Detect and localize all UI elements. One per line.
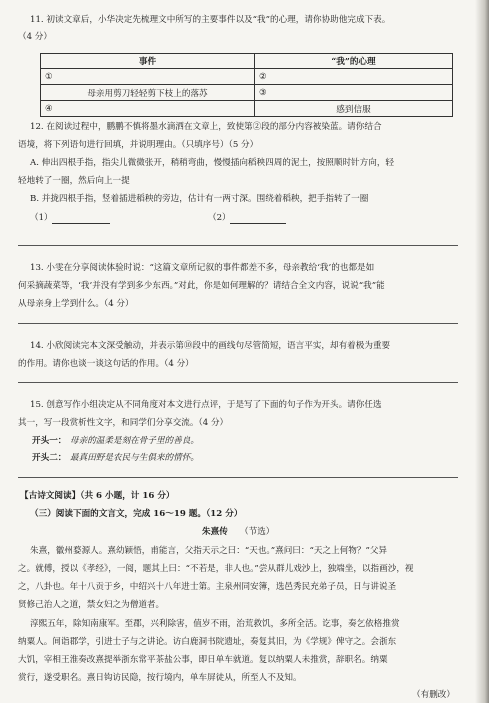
q15-opening-2-label: 开头二： xyxy=(32,453,67,463)
q11-table-header-row xyxy=(41,54,453,69)
q11-prompt: 11. 初读文章后，小华决定先梳理文中所写的主要事件以及“我”的心理，请你协助他完成下表。 xyxy=(30,15,391,25)
passage-line: 贤修己治人之道，禁女妇之为僧道者。 xyxy=(18,600,165,610)
q12-option-a-line2: 轻地转了一圈，然后向上一提 xyxy=(18,176,130,186)
q11-table xyxy=(40,53,453,117)
q12-blank-1-line[interactable] xyxy=(52,223,110,224)
article-title: 朱熹传 xyxy=(202,527,228,537)
table-row xyxy=(41,101,453,117)
table-cell[interactable]: ④ xyxy=(41,101,255,117)
q12-blank-2-label: （2） xyxy=(208,213,231,223)
q11-score: （4 分） xyxy=(18,32,52,42)
passage-line: 赏行，遂受职名。熹日钩访民隐，按行境内，单车屏徒从，所至人不及知。 xyxy=(18,673,302,683)
answer-line[interactable] xyxy=(18,382,458,383)
answer-line[interactable] xyxy=(18,245,458,246)
q13-prompt-line3: 从母亲身上学到什么。（4 分） xyxy=(18,299,134,309)
table-cell[interactable]: ① xyxy=(41,69,255,85)
table-cell: 感到信服 xyxy=(255,101,453,117)
q11-header-event: 事件 xyxy=(41,54,255,69)
table-cell[interactable]: ③ xyxy=(255,85,453,101)
q15-opening-1-text: 母亲的温柔是刻在骨子里的善良。 xyxy=(70,436,199,446)
q14-prompt-line2: 的作用。请你也谈一谈这句话的作用。（4 分） xyxy=(18,359,194,369)
passage-line: 之，八卦也。年十八贡于乡，中绍兴十八年进士第。主泉州同安簿，选邑秀民充弟子员，日与讲说圣 xyxy=(18,582,397,592)
q12-prompt-line1: 12. 在阅读过程中，鹏鹏不慎将墨水滴洒在文章上，致使第②段的部分内容被染蓝。请你结合 xyxy=(30,122,382,132)
section-subtitle: （三）阅读下面的文言文，完成 16～19 题。（12 分） xyxy=(30,509,243,519)
article-note: （节选） xyxy=(240,527,275,537)
table-row xyxy=(41,85,453,101)
q12-blank-2-line[interactable] xyxy=(230,223,286,224)
passage-footnote: （有删改） xyxy=(412,690,455,700)
q13-prompt-line2: 何采摘蔬菜等，‘我’并没有学到多少东西。”对此，你是如何理解的？请结合全文内容，说说“我”能 xyxy=(18,281,385,291)
table-cell[interactable]: ② xyxy=(255,69,453,85)
table-cell: 母亲用剪刀轻轻剪下枝上的落苏 xyxy=(41,85,255,101)
answer-line[interactable] xyxy=(18,323,458,324)
q15-opening-1-label: 开头一： xyxy=(32,436,67,446)
q15-prompt-line2: 其一，写一段赏析性文字，和同学们分享交流。（4 分） xyxy=(18,418,229,428)
section-title: 【古诗文阅读】（共 6 小题，计 16 分） xyxy=(20,491,175,501)
q12-option-a-line1: A. 伸出四根手指，指尖儿微微张开，稍稍弯曲，慢慢插向稻秧四周的泥土，按照顺时针方向，轻 xyxy=(30,158,395,168)
page-fold-shadow xyxy=(475,0,489,703)
q12-option-b: B. 并拢四根手指，竖着插进稻秧的旁边，估计有一两寸深。围绕着稻秧，把手指转了一圈 xyxy=(30,194,369,204)
passage-line: 淳熙五年，除知南康军。至郡，兴利除害，值岁不雨，治荒救饥，多所全活。讫事，奏乞依格推赏 xyxy=(30,619,400,629)
passage-line: 之。就傅，授以《孝经》，一阅，题其上曰：“不若是，非人也。”尝从群儿戏沙上，独端坐，以指画沙，视 xyxy=(18,564,414,574)
answer-line[interactable] xyxy=(18,477,458,478)
q14-prompt-line1: 14. 小欣阅读完本文深受触动，并表示第⑩段中的画线句尽管简短，语言平实，却有着极为重要 xyxy=(30,341,391,351)
q12-blank-1-label: （1） xyxy=(30,213,53,223)
q15-opening-2-text: 最真田野是农民与生俱来的情怀。 xyxy=(70,453,199,463)
table-row xyxy=(41,69,453,85)
q12-prompt-line2: 语境，将下列语句进行回填，并说明理由。（只填序号）（5 分） xyxy=(18,140,259,150)
q13-prompt-line1: 13. 小雯在分享阅读体验时说：“这篇文章所记叙的事件都差不多，母亲教给‘我’的也都是如 xyxy=(30,263,375,273)
passage-line: 朱熹，徽州婺源人。熹幼颖悟，甫能言，父指天示之曰：“天也。”熹问曰：“天之上何物？”父异 xyxy=(30,546,388,556)
q11-header-mind: “我”的心理 xyxy=(255,54,453,69)
q15-prompt-line1: 15. 创意写作小组决定从不同角度对本文进行点评，于是写了下面的句子作为开头。请你任选 xyxy=(30,400,382,410)
passage-line: 大饥，宰相王淮奏改熹提举浙东常平茶盐公事，即日单车就道。复以纳粟人未推赏，辞职名。纳粟 xyxy=(18,655,388,665)
passage-line: 纳粟人。间诣郡学，引进士子与之讲论。访白鹿洞书院遗址，奏复其旧，为《学规》俾守之。会浙东 xyxy=(18,637,397,647)
